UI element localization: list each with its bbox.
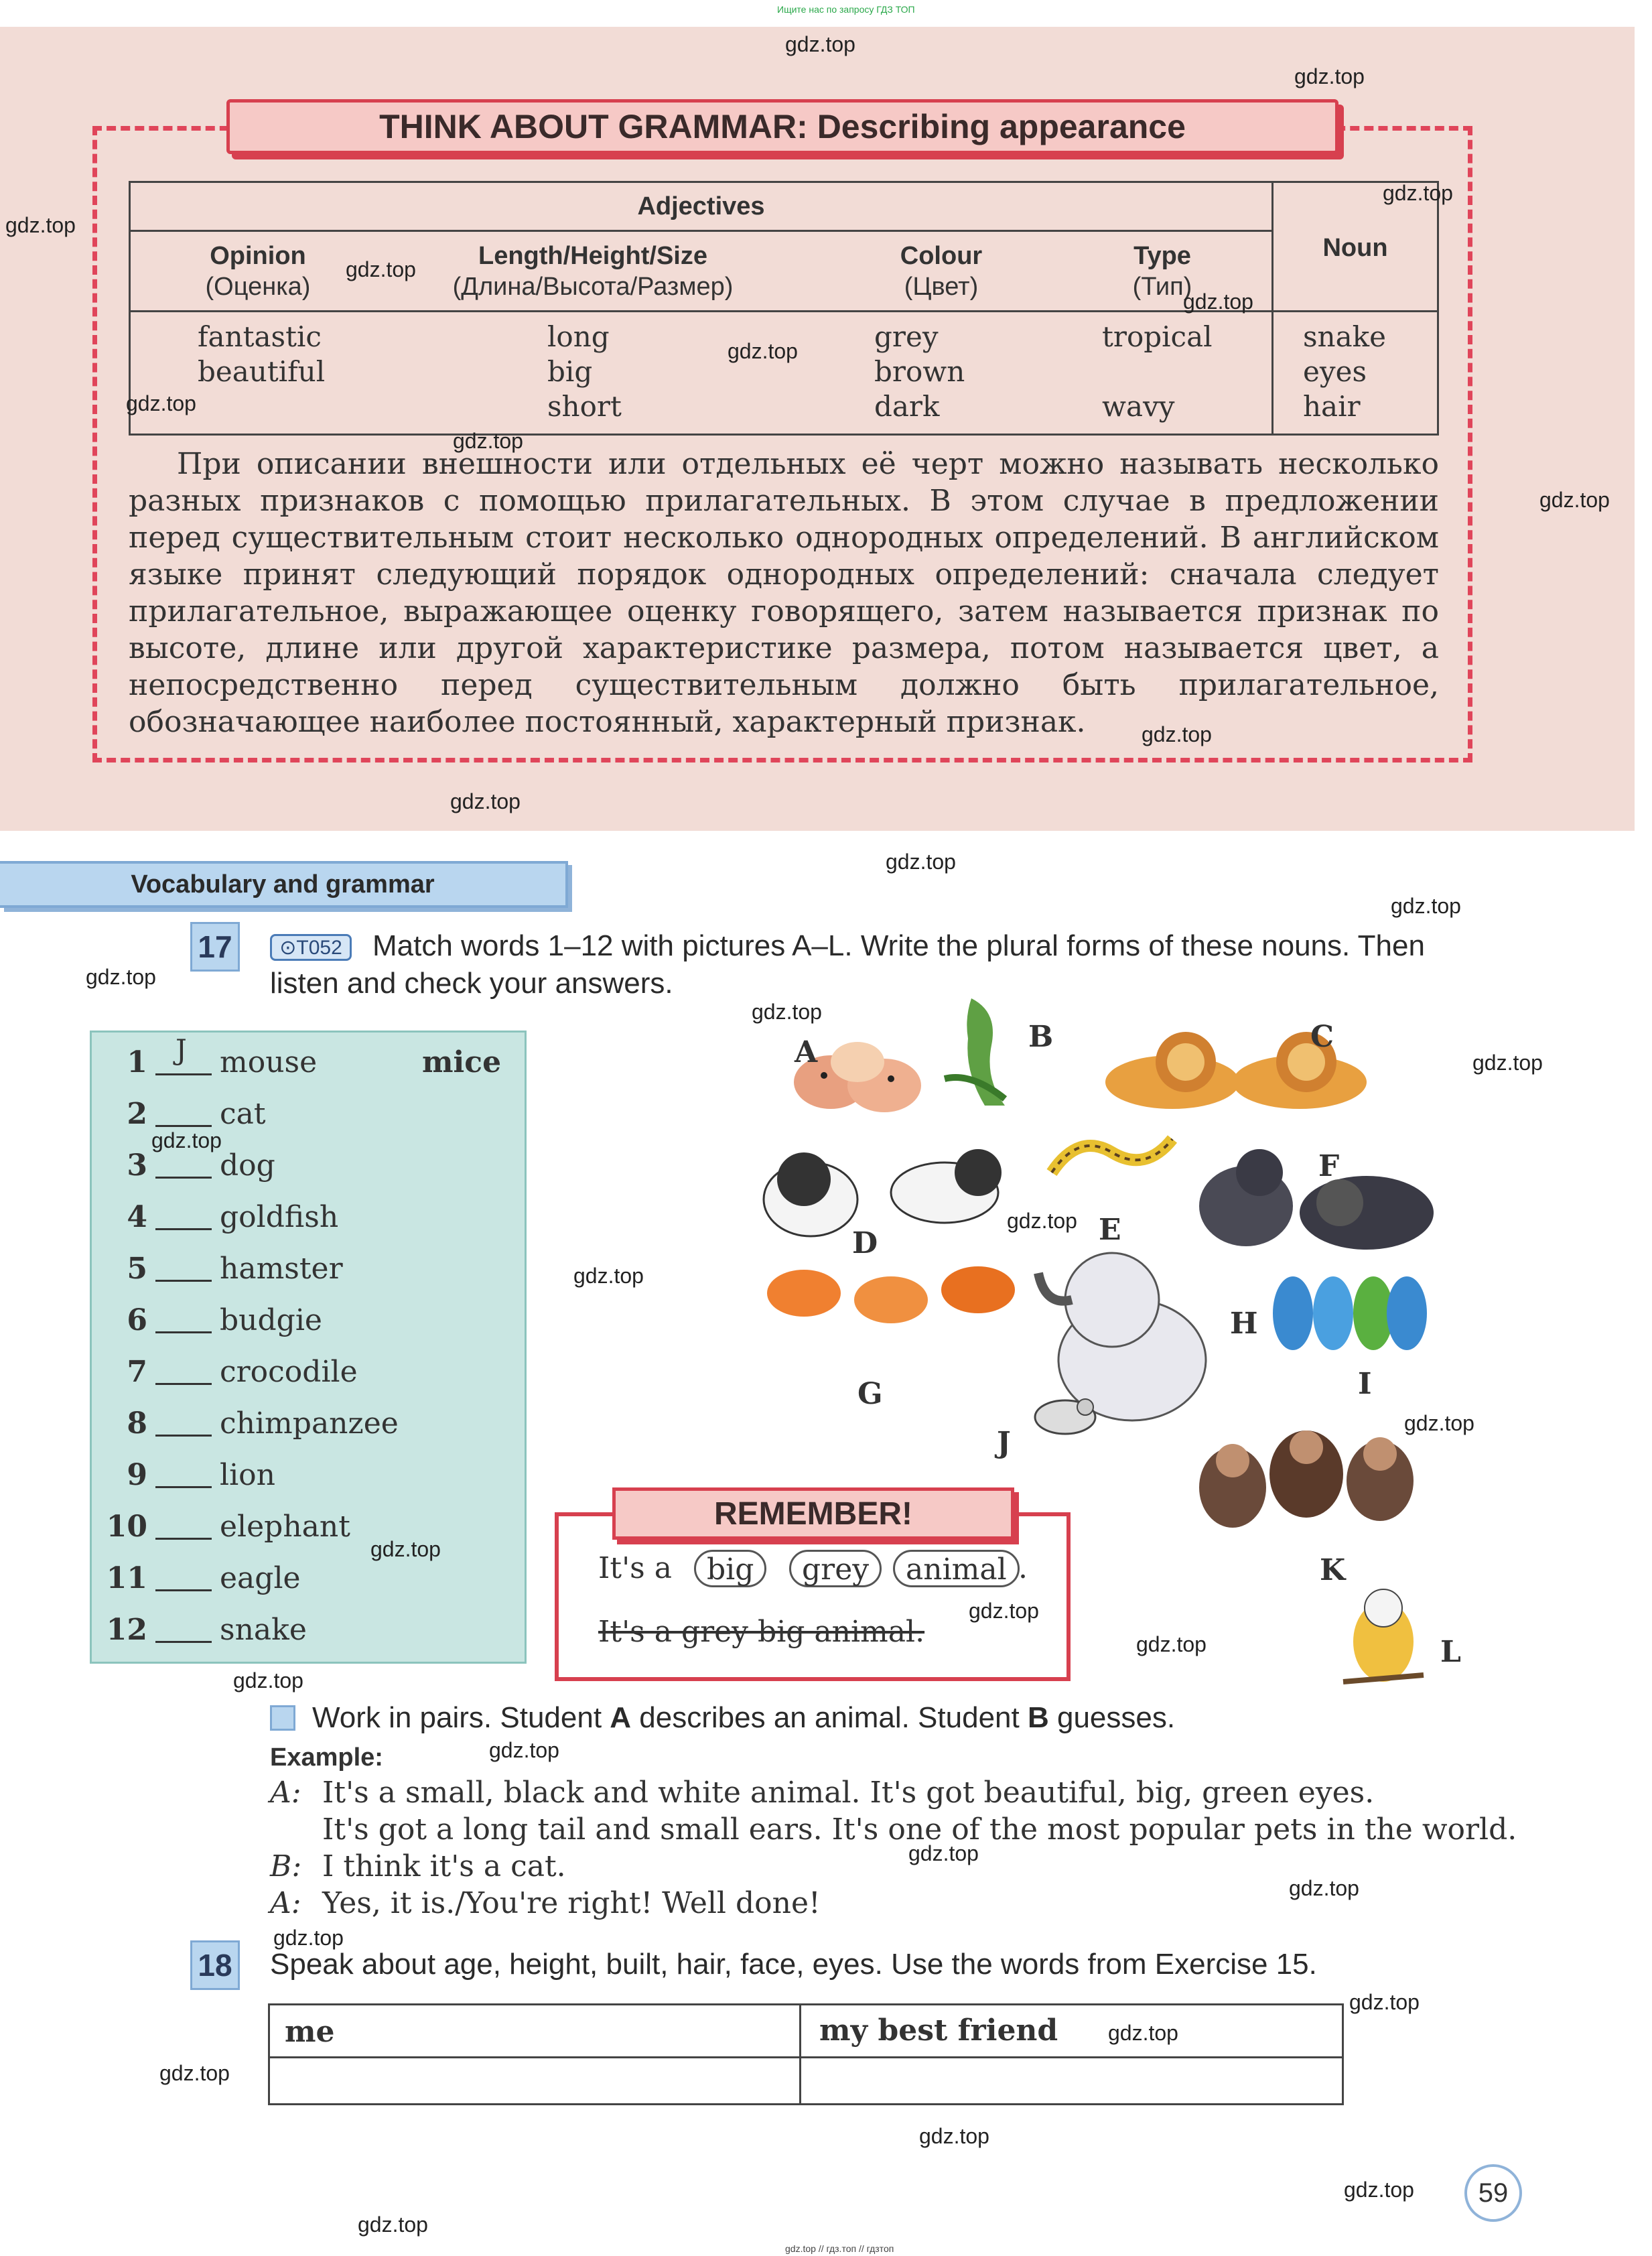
remember-prefix: It's a <box>598 1551 672 1585</box>
picture-label: I <box>1358 1367 1372 1401</box>
watermark: gdz.top <box>233 1668 303 1693</box>
remember-pill-big: big <box>694 1550 766 1587</box>
audio-track-badge[interactable]: ⊙T052 <box>270 934 352 961</box>
item-number: 7 <box>127 1355 147 1389</box>
watermark: gdz.top <box>151 1128 222 1152</box>
answer-blank[interactable] <box>155 1253 212 1282</box>
item-number: 11 <box>106 1561 147 1595</box>
budgies-picture <box>1259 1266 1427 1374</box>
opinion-cell: fantastic beautiful <box>198 320 326 388</box>
watermark: gdz.top <box>1472 1051 1543 1075</box>
dialog-text: I think it's a cat. <box>322 1849 566 1883</box>
col-opinion-ru: (Оценка) <box>205 273 311 301</box>
watermark: gdz.top <box>785 32 855 56</box>
col-size: Length/Height/Size <box>478 242 707 270</box>
item-number: 6 <box>127 1303 147 1337</box>
dialog-text: It's got a long tail and small ears. It's one of the most popular pets in the world. <box>322 1812 1517 1847</box>
lions-picture <box>1099 1022 1380 1116</box>
example-label: Example: <box>270 1743 383 1772</box>
watermark: gdz.top <box>1404 1411 1474 1435</box>
snake-picture <box>1038 1119 1186 1193</box>
remember-pill-grey: grey <box>789 1550 882 1587</box>
watermark: gdz.top <box>370 1537 441 1561</box>
eagle-picture <box>1336 1581 1430 1695</box>
remember-pill-animal: animal <box>893 1550 1020 1587</box>
pair-work-instruction: Work in pairs. Student A describes an animal. Student B guesses. <box>312 1701 1176 1734</box>
answer-blank[interactable] <box>155 1408 212 1437</box>
col-colour: Colour <box>900 242 983 270</box>
answer-blank[interactable] <box>155 1356 212 1385</box>
watermark: gdz.top <box>273 1926 344 1950</box>
picture-label: E <box>1099 1213 1121 1247</box>
answer-blank[interactable] <box>155 1614 212 1643</box>
picture-label: K <box>1320 1553 1346 1587</box>
watermark: gdz.top <box>1294 64 1365 88</box>
item-word: eagle <box>220 1561 301 1595</box>
watermark: gdz.top <box>1142 722 1212 746</box>
mouse-picture <box>1025 1387 1105 1441</box>
noun-header: Noun <box>1322 234 1388 262</box>
table-col-best-friend: my best friend <box>819 2013 1058 2048</box>
col-type-ru: (Тип) <box>1132 273 1192 301</box>
exercise-17-instruction-2: listen and check your answers. <box>270 967 673 1000</box>
item-number: 2 <box>127 1097 147 1131</box>
col-colour-ru: (Цвет) <box>904 273 979 301</box>
picture-label: C <box>1310 1020 1334 1054</box>
watermark: gdz.top <box>126 391 196 415</box>
item-word: chimpanzee <box>220 1406 399 1441</box>
item-number: 4 <box>127 1200 147 1234</box>
watermark: gdz.top <box>1183 289 1253 314</box>
answer-blank[interactable] <box>155 1201 212 1230</box>
watermark: gdz.top <box>453 429 523 453</box>
item-number: 5 <box>127 1252 147 1286</box>
answer-blank[interactable] <box>155 1511 212 1540</box>
answer-blank[interactable] <box>155 1305 212 1333</box>
item-word: snake <box>220 1613 307 1647</box>
picture-label: G <box>857 1377 883 1411</box>
item-word: crocodile <box>220 1355 358 1389</box>
watermark: gdz.top <box>1391 894 1461 918</box>
picture-label: D <box>852 1226 878 1260</box>
pair-work-icon <box>270 1705 295 1731</box>
watermark: gdz.top <box>1349 1990 1420 2014</box>
exercise-17-number: 17 <box>190 922 240 972</box>
bottom-note: gdz.top // гдз.топ // гдзтоп <box>785 2243 894 2254</box>
watermark: gdz.top <box>86 965 156 989</box>
answer-blank[interactable] <box>155 1563 212 1591</box>
dialog-speaker: A: <box>270 1776 301 1810</box>
table-col-me: me <box>285 2015 335 2049</box>
watermark: gdz.top <box>358 2212 428 2237</box>
item-word: budgie <box>220 1303 322 1337</box>
watermark: gdz.top <box>5 213 76 237</box>
item-number: 1 <box>127 1045 147 1079</box>
item-word: lion <box>220 1458 275 1492</box>
watermark: gdz.top <box>752 1000 822 1024</box>
item-word: cat <box>220 1097 266 1131</box>
col-opinion: Opinion <box>210 242 306 270</box>
remember-wrong-example: It's a grey big animal. <box>598 1615 925 1649</box>
exercise-17-instruction-1: Match words 1–12 with pictures A–L. Write the plural forms of these nouns. Then <box>372 929 1425 962</box>
answer-letter: J <box>176 1033 187 1066</box>
exercise-18-instruction: Speak about age, height, built, hair, face, eyes. Use the words from Exercise 15. <box>270 1948 1317 1981</box>
dialog-speaker: B: <box>270 1849 302 1883</box>
watermark: gdz.top <box>1383 181 1453 205</box>
watermark: gdz.top <box>1289 1876 1359 1900</box>
watermark: gdz.top <box>728 339 798 363</box>
item-plural[interactable]: mice <box>422 1045 502 1079</box>
top-note: Ищите нас по запросу ГДЗ ТОП <box>777 4 915 15</box>
noun-cell: snake eyes hair <box>1303 320 1386 423</box>
answer-blank[interactable] <box>155 1098 212 1127</box>
remember-period: . <box>1018 1551 1028 1585</box>
dialog-text: It's a small, black and white animal. It's got beautiful, big, green eyes. <box>322 1776 1375 1810</box>
watermark: gdz.top <box>1108 2021 1178 2045</box>
exercise-18-number: 18 <box>190 1940 240 1990</box>
item-word: dog <box>220 1148 275 1183</box>
answer-blank[interactable] <box>155 1459 212 1488</box>
answer-blank[interactable] <box>155 1150 212 1179</box>
item-number: 3 <box>127 1148 147 1183</box>
item-word: mouse <box>220 1045 318 1079</box>
grammar-paragraph: При описании внешности или отдельных её черт можно называть несколько разных признаков с помощью прилагательных. В этом случае в предложении перед существительным стоит несколько однородных определений. В английском языке принят следующий порядок однородных определений: сначала следует прилагательное, выражающее оценку говорящего, затем называется признак по высоте, длине или другой характеристике размера, потом называется цвет, а непосредственно перед существительным должно быть прилагательное, обозначающее наиболее постоянный, характерный признак. <box>129 447 1439 739</box>
vocab-banner: Vocabulary and grammar <box>0 861 568 908</box>
watermark: gdz.top <box>159 2061 230 2085</box>
remember-title: REMEMBER! <box>612 1487 1014 1540</box>
watermark: gdz.top <box>908 1841 979 1865</box>
watermark: gdz.top <box>450 789 521 813</box>
chimpanzees-picture <box>1192 1414 1420 1534</box>
item-number: 9 <box>127 1458 147 1492</box>
col-size-ru: (Длина/Высота/Размер) <box>452 273 734 301</box>
item-word: hamster <box>220 1252 343 1286</box>
adjectives-header: Adjectives <box>637 192 765 220</box>
dialog-text: Yes, it is./You're right! Well done! <box>322 1886 821 1920</box>
item-number: 8 <box>127 1406 147 1441</box>
item-number: 12 <box>106 1613 147 1647</box>
item-word: goldfish <box>220 1200 339 1234</box>
picture-label: B <box>1028 1020 1054 1054</box>
dialog-speaker: A: <box>270 1886 301 1920</box>
watermark: gdz.top <box>1539 488 1610 512</box>
size-cell: long big short <box>547 320 622 423</box>
item-word: elephant <box>220 1510 350 1544</box>
watermark: gdz.top <box>1136 1632 1207 1656</box>
type-cell: tropical wavy <box>1102 320 1213 423</box>
picture-label: L <box>1440 1635 1461 1669</box>
watermark: gdz.top <box>886 850 956 874</box>
dogs-picture <box>1186 1139 1440 1253</box>
picture-label: H <box>1230 1307 1258 1341</box>
watermark: gdz.top <box>1344 2178 1414 2202</box>
colour-cell: grey brown dark <box>874 320 965 423</box>
watermark: gdz.top <box>1007 1209 1077 1233</box>
cats-picture <box>757 1132 1025 1246</box>
goldfish-picture <box>757 1253 1025 1333</box>
page-number: 59 <box>1464 2164 1522 2222</box>
watermark: gdz.top <box>573 1264 644 1288</box>
item-number: 10 <box>106 1510 147 1544</box>
picture-label: A <box>795 1035 818 1069</box>
picture-label: J <box>997 1426 1011 1460</box>
watermark: gdz.top <box>919 2124 989 2148</box>
grammar-title: THINK ABOUT GRAMMAR: Describing appearance <box>226 99 1338 154</box>
exercise-18-table <box>268 2003 1344 2105</box>
watermark: gdz.top <box>969 1599 1039 1623</box>
crocodile-picture <box>931 992 1038 1112</box>
picture-label: F <box>1318 1149 1340 1183</box>
watermark: gdz.top <box>489 1738 559 1762</box>
watermark: gdz.top <box>346 257 416 281</box>
col-type: Type <box>1133 242 1191 270</box>
